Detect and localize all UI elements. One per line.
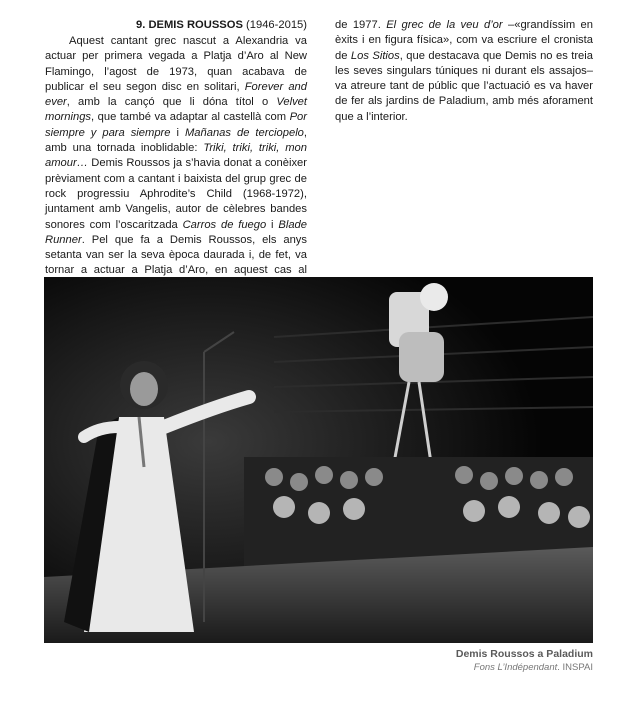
right-paragraph [335, 18, 593, 125]
text-run-italic: Por siempre y para siempre [45, 111, 307, 139]
text-run: –«grandíssim en èxits i en figura física», com va escriure el cronista de [335, 19, 593, 62]
text-run: de 1977. [335, 19, 387, 31]
text-run: , que també va adaptar al castellà com [91, 111, 290, 124]
caption-title: Demis Roussos a Paladium [455, 648, 593, 660]
caption-source-rest: . INSPAI [557, 662, 593, 673]
article-heading [45, 18, 307, 33]
text-run-italic: El grec de la veu d’or [386, 19, 503, 31]
text-run: . Pel que fa a Demis Roussos, els anys setanta van ser la seva època daurada i, de fet, va tornar a actuar a Platja d’Aro, en aquest cas al [45, 233, 307, 277]
concert-photo [44, 277, 593, 643]
caption-source-italic: Fons L’Indépendant [473, 662, 558, 673]
text-run: i [266, 218, 279, 231]
text-run: , amb una tornada inoblidable: [45, 126, 308, 155]
photo-caption [456, 648, 593, 674]
text-run: Demis Roussos ja s’havia donat a conèixer prèviament com a cantant i baixista del grup grec de rock progressiu Aphrodite’s Child (1968-1972), juntament amb Vangelis, autor de cèlebres bandes sonores com l’oscaritzada [45, 157, 307, 231]
text-run: Aquest cantant grec nascut a Alexandria va actuar per primera vegada a Platja d’Aro al New Flamingo, l’agost de 1973, quan acabava de publicar el seu segon disc en solitari, [45, 35, 307, 93]
text-run-italic: Los Sitios [350, 49, 400, 62]
left-column [45, 18, 307, 294]
text-run: , amb la cançó que li dóna títol o [66, 96, 277, 109]
photo-illustration [44, 277, 593, 643]
heading-years: (1946-2015) [242, 19, 307, 31]
text-run: i [170, 126, 185, 139]
text-run-italic: Forever and ever [45, 80, 307, 109]
text-run-italic: Mañanas de terciopelo [184, 126, 304, 139]
heading-name: 9. DEMIS ROUSSOS [136, 19, 243, 31]
text-run-italic: Carros de fuego [182, 218, 267, 231]
caption-source [456, 661, 593, 674]
text-run: , que destacava que Demis no es treia les seves singulars túniques ni durant els assajos– va atreure tant de públic que l’actuació es va haver de fer als jardins de Paladium, amb més aforament que a l’interior. [335, 49, 593, 123]
left-paragraph [45, 34, 307, 294]
text-run-italic: Triki, triki, triki, mon amour… [45, 142, 307, 170]
text-run-italic: Blade Runner [45, 218, 307, 246]
text-run-italic: Velvet mornings [45, 96, 307, 124]
right-column [335, 18, 593, 125]
